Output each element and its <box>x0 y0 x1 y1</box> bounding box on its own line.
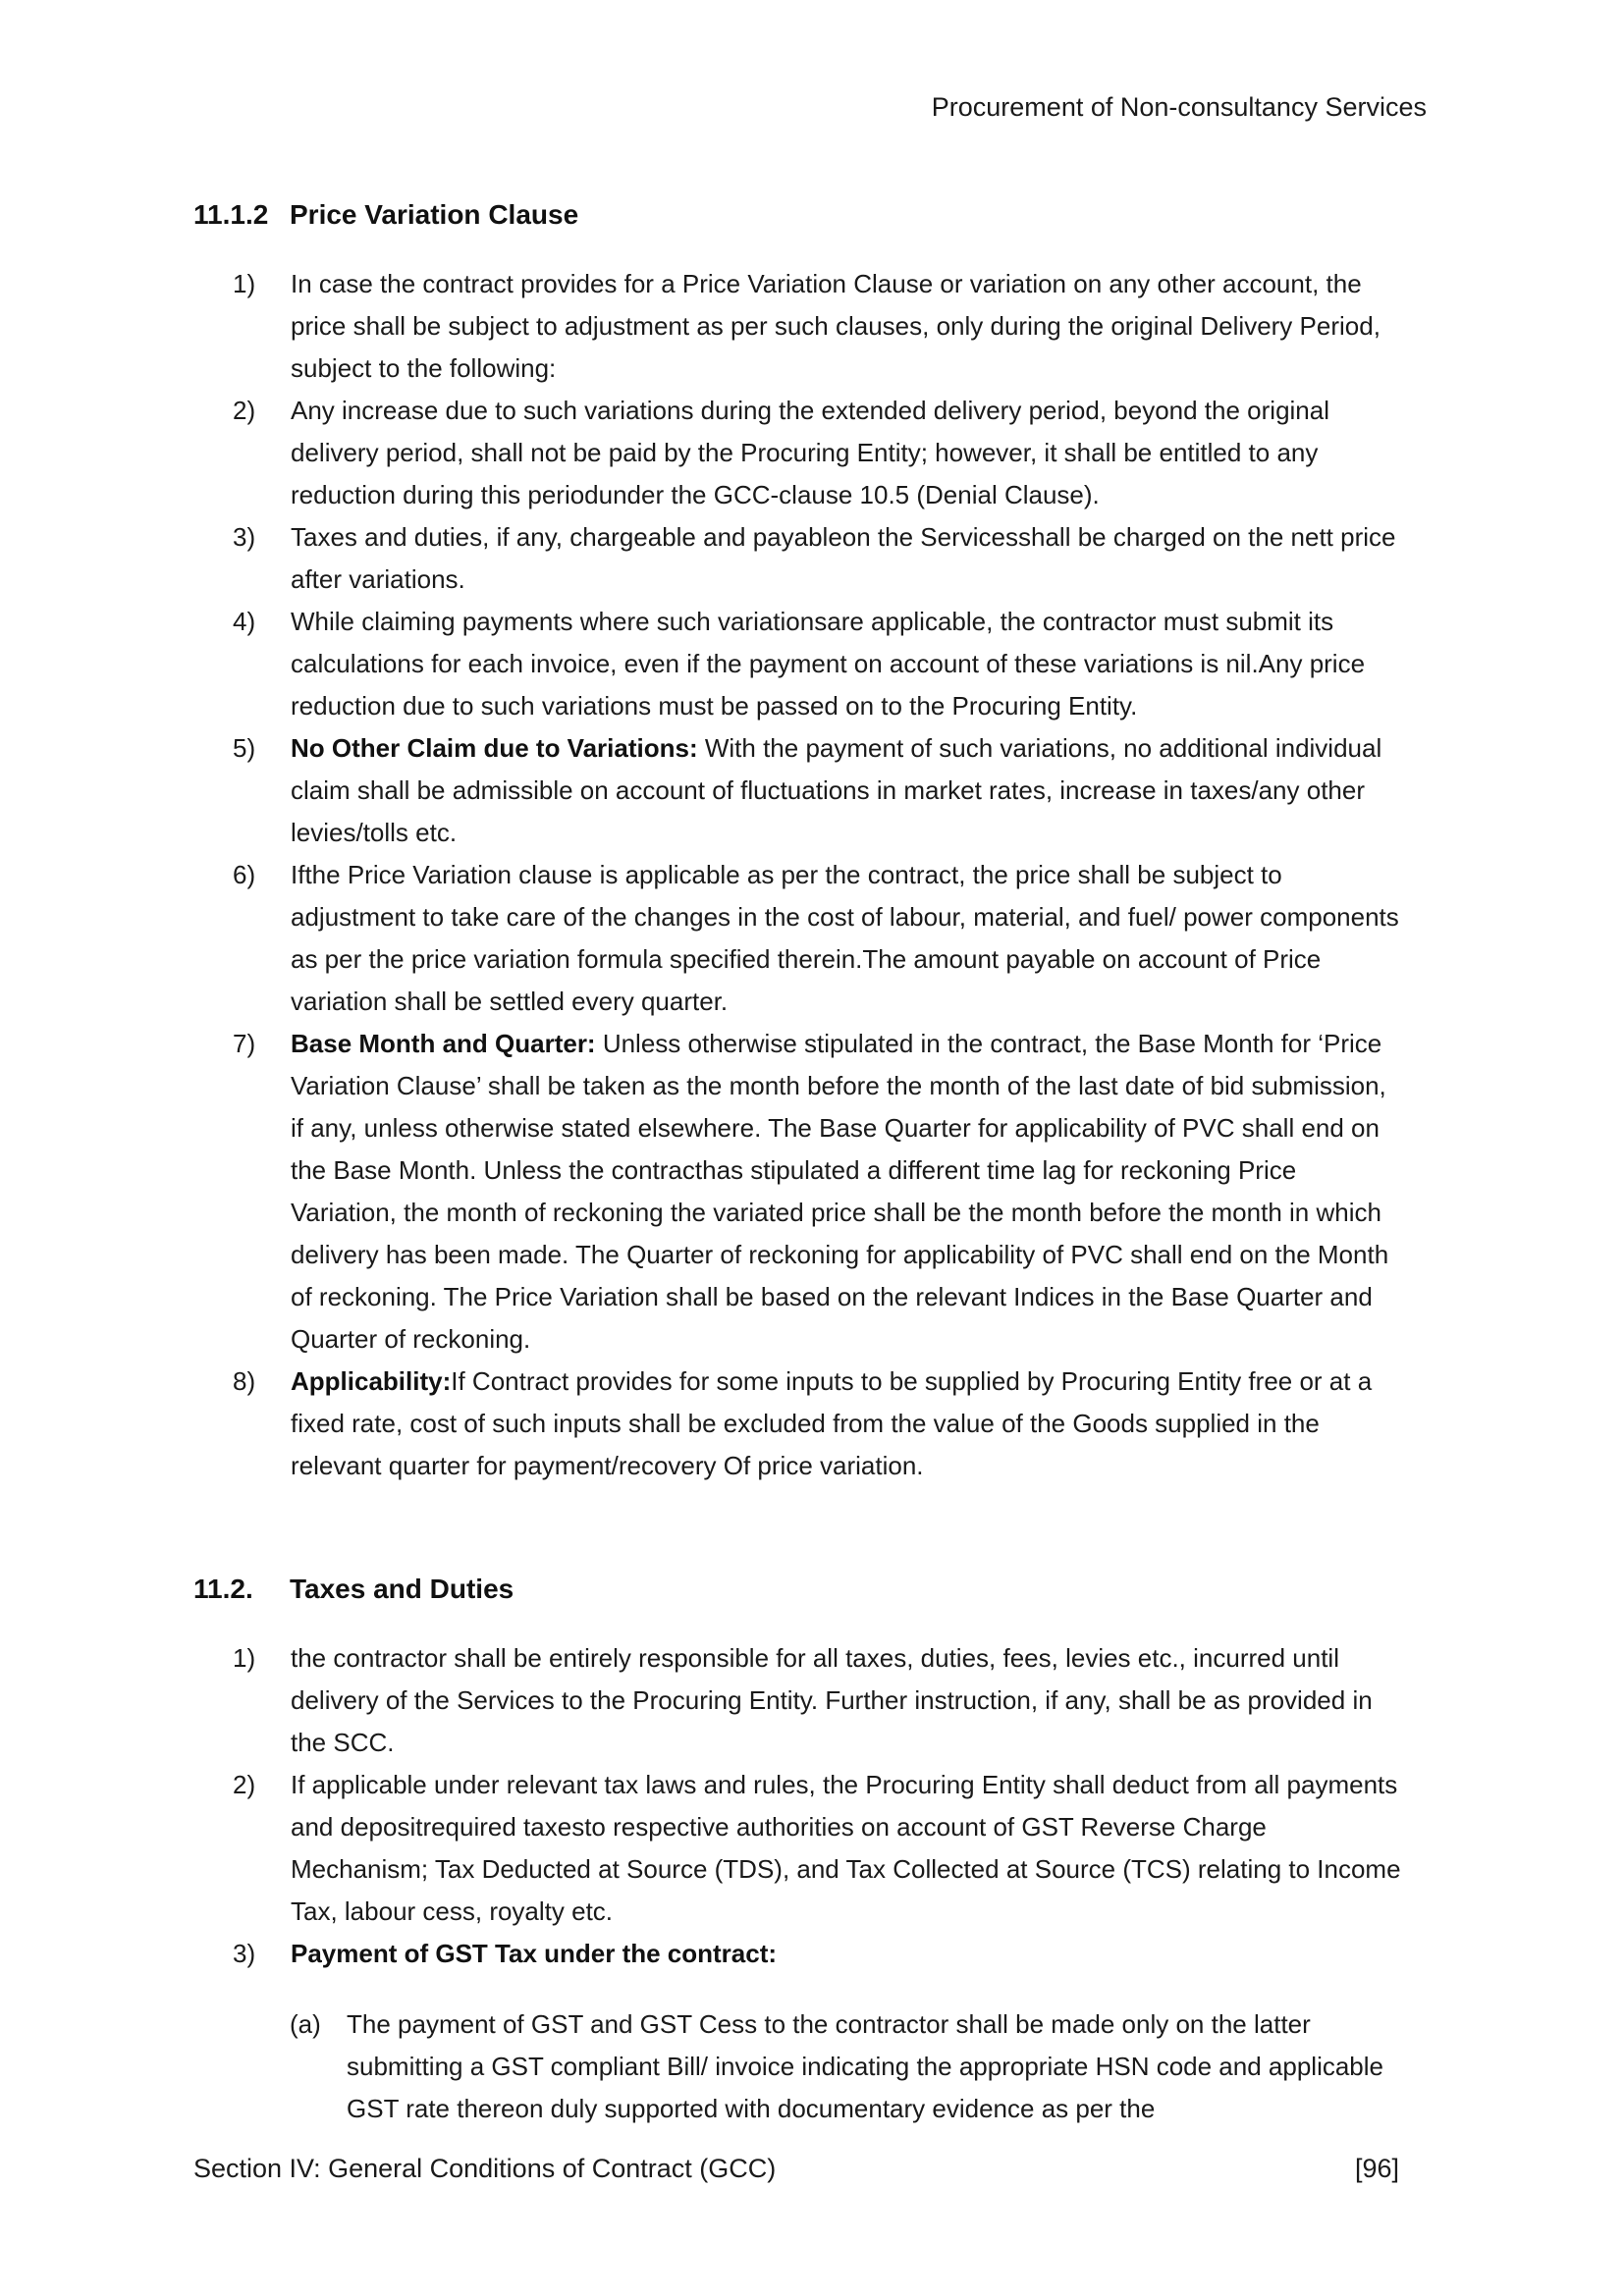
list-item-marker: 2) <box>233 396 256 425</box>
list-item-marker: 6) <box>233 860 256 889</box>
list-item-marker: 1) <box>233 1643 256 1673</box>
list-item-bold-text: Applicability: <box>291 1366 452 1396</box>
list-item <box>233 1933 1404 1975</box>
list-item-marker: 3) <box>233 1939 256 1968</box>
section-title: Price Variation Clause <box>290 199 579 230</box>
list-item-normal-text: In case the contract provides for a Price Variation Clause or variation on any other account, the price shall be subject to adjustment as per such clauses, only during the original Delivery Period, subject to the following: <box>291 269 1380 383</box>
page-footer <box>193 2152 1399 2185</box>
list-item-marker: 8) <box>233 1366 256 1396</box>
section-number: 11.2. <box>193 1574 253 1604</box>
list-item-text <box>291 1933 1404 1975</box>
list-item-text <box>347 2003 1404 2130</box>
list-item <box>233 390 1404 516</box>
list-item-normal-text: If applicable under relevant tax laws and rules, the Procuring Entity shall deduct from all payments and depositrequired taxesto respective authorities on account of GST Reverse Charge Mechanism; Tax Deducted at Source (TDS), and Tax Collected at Source (TCS) relating to Income Tax, labour cess, royalty etc. <box>291 1770 1401 1926</box>
list-item-normal-text: Taxes and duties, if any, chargeable and payableon the Servicesshall be charged on the nett price after variations. <box>291 522 1396 594</box>
list-item <box>233 1361 1404 1487</box>
running-header: Procurement of Non-consultancy Services <box>931 92 1427 122</box>
list-item <box>233 1023 1404 1361</box>
list-item-normal-text: While claiming payments where such variationsare applicable, the contractor must submit its calculations for each invoice, even if the payment on account of these variations is nil.Any price reduction due to such variations must be passed on to the Procuring Entity. <box>291 607 1366 721</box>
taxes-and-duties-list <box>193 1637 1404 1975</box>
list-item <box>233 854 1404 1023</box>
list-item-marker: 1) <box>233 269 256 298</box>
list-item-bold-text: No Other Claim due to Variations: <box>291 733 698 763</box>
footer-section-label: Section IV: General Conditions of Contract (GCC) <box>193 2154 777 2183</box>
list-item <box>233 263 1404 390</box>
list-item-marker: 7) <box>233 1029 256 1058</box>
list-item-marker: 3) <box>233 522 256 552</box>
list-item-text <box>291 516 1404 601</box>
list-item <box>290 2003 1404 2130</box>
list-item <box>233 1764 1404 1933</box>
list-item <box>233 516 1404 601</box>
section-heading-taxes-and-duties <box>193 1568 1404 1610</box>
list-item-text <box>291 1764 1404 1933</box>
list-item <box>233 601 1404 727</box>
list-item-text <box>291 1023 1404 1361</box>
list-item-bold-text: Payment of GST Tax under the contract: <box>291 1939 778 1968</box>
list-item-text <box>291 263 1404 390</box>
page-content <box>193 193 1404 2130</box>
gst-payment-sub-list <box>193 2003 1404 2130</box>
list-item-text <box>291 854 1404 1023</box>
list-item-marker: 2) <box>233 1770 256 1799</box>
list-item-bold-text: Base Month and Quarter: <box>291 1029 596 1058</box>
list-item-marker: (a) <box>290 2009 321 2039</box>
list-item-text <box>291 390 1404 516</box>
footer-page-number: [96] <box>1354 2154 1399 2183</box>
list-item-marker: 5) <box>233 733 256 763</box>
list-item-normal-text: With the payment of such variations, no additional individual claim shall be admissible on account of fluctuations in market rates, increase in taxes/any other levies/tolls etc. <box>291 733 1382 847</box>
list-item-normal-text: Any increase due to such variations during the extended delivery period, beyond the original delivery period, shall not be paid by the Procuring Entity; however, it shall be entitled to any reduction during this periodunder the GCC-clause 10.5 (Denial Clause). <box>291 396 1330 509</box>
list-item-normal-text: Unless otherwise stipulated in the contract, the Base Month for ‘Price Variation Clause’ shall be taken as the month before the month of the last date of bid submission, if any, unless otherwise stated elsewhere. The Base Quarter for applicability of PVC shall end on the Base Month. Unless the contracthas stipulated a different time lag for reckoning Price Variation, the month of reckoning the variated price shall be the month before the month in which delivery has been made. The Quarter of reckoning for applicability of PVC shall end on the Month of reckoning. The Price Variation shall be based on the relevant Indices in the Base Quarter and Quarter of reckoning. <box>291 1029 1389 1354</box>
list-item-normal-text: The payment of GST and GST Cess to the contractor shall be made only on the latter submitting a GST compliant Bill/ invoice indicating the appropriate HSN code and applicable GST rate thereon duly supported with documentary evidence as per the <box>347 2009 1383 2123</box>
section-number: 11.1.2 <box>193 199 269 230</box>
list-item-text <box>291 601 1404 727</box>
list-item-text <box>291 727 1404 854</box>
list-item-normal-text: the contractor shall be entirely responsible for all taxes, duties, fees, levies etc., incurred until delivery of the Services to the Procuring Entity. Further instruction, if any, shall be as provided in the SCC. <box>291 1643 1373 1757</box>
list-item-normal-text: Ifthe Price Variation clause is applicable as per the contract, the price shall be subject to adjustment to take care of the changes in the cost of labour, material, and fuel/ power components as per the price variation formula specified therein.The amount payable on account of Price variation shall be settled every quarter. <box>291 860 1399 1016</box>
price-variation-clause-list <box>193 263 1404 1487</box>
list-item <box>233 1637 1404 1764</box>
section-heading-price-variation-clause <box>193 193 1404 236</box>
list-item <box>233 727 1404 854</box>
list-item-text <box>291 1361 1404 1487</box>
section-title: Taxes and Duties <box>290 1574 514 1604</box>
list-item-text <box>291 1637 1404 1764</box>
list-item-normal-text: If Contract provides for some inputs to be supplied by Procuring Entity free or at a fixed rate, cost of such inputs shall be excluded from the value of the Goods supplied in the relevant quarter for payment/recovery Of price variation. <box>291 1366 1373 1480</box>
list-item-marker: 4) <box>233 607 256 636</box>
